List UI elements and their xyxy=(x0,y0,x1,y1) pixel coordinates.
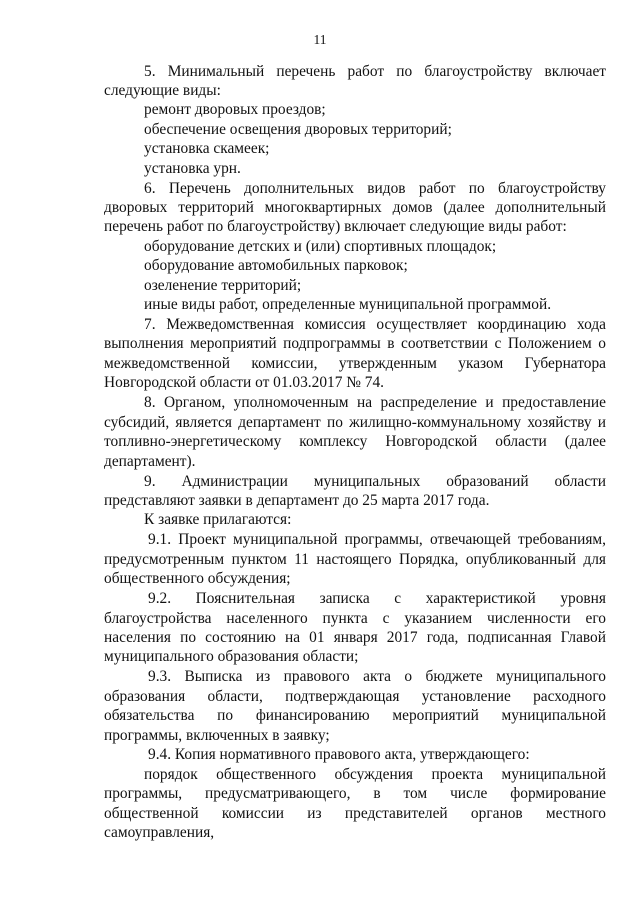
text-line: обеспечение освещения дворовых территорий; xyxy=(144,120,452,138)
text-line: 9.4. Копия нормативного правового акта, утверждающего: xyxy=(148,745,530,763)
text-line: иные виды работ, определенные муниципальной программой. xyxy=(144,296,552,314)
paragraph: 9. Администрации муниципальных образований области представляют заявки в департамент до 25 марта 2017 года. xyxy=(104,472,606,509)
paragraph: 7. Межведомственная комиссия осуществляет координацию хода выполнения мероприятий подпрограммы в соответствии с Положением о межведомственной комиссии, утвержденным указом Губернатора Новгородской области от 01.03.2017 № 74. xyxy=(104,316,606,392)
text-line: установка скамеек; xyxy=(144,140,270,158)
text-line: К заявке прилагаются: xyxy=(144,511,292,529)
document-body xyxy=(104,61,606,843)
paragraph: 9.1. Проект муниципальной программы, отвечающей требованиям, предусмотренным пунктом 11 настоящего Порядка, опубликованный для общественного обсуждения; xyxy=(104,531,606,588)
paragraph: 8. Органом, уполномоченным на распределение и предоставление субсидий, является департамент по жилищно-коммунальному хозяйству и топливно-энергетическому комплексу Новгородской области (далее департамент). xyxy=(104,394,606,470)
paragraph: 5. Минимальный перечень работ по благоустройству включает следующие виды: xyxy=(104,62,606,99)
paragraph: 9.2. Пояснительная записка с характеристикой уровня благоустройства населенного пункта с указанием численности его населения по состоянию на 01 января 2017 года, подписанная Главой муниципального образования области; xyxy=(104,590,606,666)
text-line: оборудование детских и (или) спортивных площадок; xyxy=(144,237,497,255)
paragraph: 6. Перечень дополнительных видов работ по благоустройству дворовых территорий многоквартирных домов (далее дополнительный перечень работ по благоустройству) включает следующие виды работ: xyxy=(104,179,606,236)
page-number: 11 xyxy=(313,32,327,47)
paragraph: 9.3. Выписка из правового акта о бюджете муниципального образования области, подтверждающая установление расходного обязательства по финансированию мероприятий муниципальной программы, включенных в заявку; xyxy=(104,668,606,744)
paragraph: порядок общественного обсуждения проекта муниципальной программы, предусматривающего, в том числе формирование общественной комиссии из представителей органов местного самоуправления, xyxy=(104,765,606,842)
text-line: установка урн. xyxy=(144,159,241,177)
text-line: озеленение территорий; xyxy=(144,276,302,294)
text-line: оборудование автомобильных парковок; xyxy=(144,257,408,275)
text-line: ремонт дворовых проездов; xyxy=(144,101,326,119)
